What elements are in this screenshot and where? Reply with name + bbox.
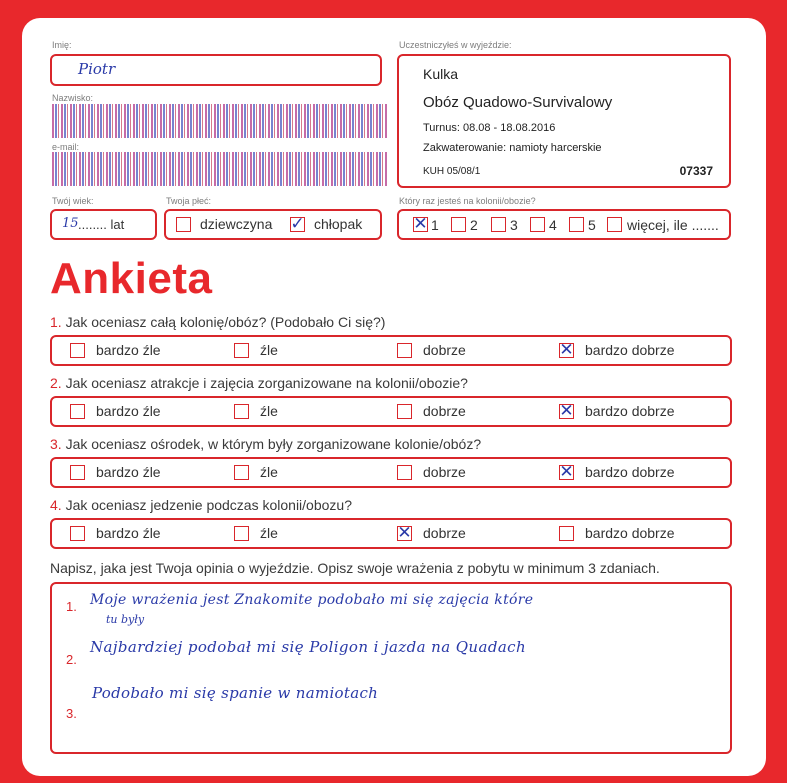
wiek-value: 15 xyxy=(62,216,79,231)
answer-1-text: Moje wrażenia jest Znakomite podobało mi się zajęcia które xyxy=(90,592,534,608)
question-1-option-label: źle xyxy=(260,342,278,358)
question-1-option-label: dobrze xyxy=(423,342,466,358)
plec-label: Twoja płeć: xyxy=(166,196,212,206)
uczestnik-label: Uczestniczyłeś w wyjeździe: xyxy=(399,40,512,50)
question-3 xyxy=(50,436,481,452)
question-1-checkbox-3[interactable] xyxy=(397,343,412,358)
turnus-value: 08.08 - 18.08.2016 xyxy=(462,122,556,134)
question-4-checkbox-2[interactable] xyxy=(234,526,249,541)
question-3-option-label: źle xyxy=(260,464,278,480)
question-4-checkbox-3[interactable] xyxy=(397,523,412,543)
question-2-option-label: dobrze xyxy=(423,403,466,419)
question-1-options xyxy=(50,335,732,366)
question-2-num: 2. xyxy=(50,375,62,391)
answer-1-num: 1. xyxy=(66,599,77,614)
trip-turnus xyxy=(423,122,555,134)
question-1-checkbox-4[interactable] xyxy=(559,340,574,360)
kolonia-label: Który raz jesteś na kolonii/obozie? xyxy=(399,196,536,206)
zakw-value: namioty harcerskie xyxy=(509,142,602,154)
plec-option-chlopak: chłopak xyxy=(314,216,363,232)
opinion-field[interactable] xyxy=(50,582,732,754)
trip-code: KUH 05/08/1 xyxy=(423,166,481,177)
nazwisko-label: Nazwisko: xyxy=(52,93,94,103)
question-2-checkbox-4[interactable] xyxy=(559,401,574,421)
question-4-option-label: bardzo źle xyxy=(96,525,161,541)
plec-field xyxy=(164,209,382,240)
question-3-checkbox-4[interactable] xyxy=(559,462,574,482)
checkbox-raz-4[interactable] xyxy=(530,217,545,232)
imie-value: Piotr xyxy=(78,60,116,78)
question-2-checkbox-3[interactable] xyxy=(397,404,412,419)
question-1-checkbox-2[interactable] xyxy=(234,343,249,358)
question-2 xyxy=(50,375,468,391)
wiek-label: Twój wiek: xyxy=(52,196,94,206)
checkbox-chlopak[interactable]: ✓ xyxy=(290,214,305,234)
question-4-option-label: źle xyxy=(260,525,278,541)
question-3-option-label: bardzo źle xyxy=(96,464,161,480)
question-4-option-label: bardzo dobrze xyxy=(585,525,675,541)
question-4-text: Jak oceniasz jedzenie podczas kolonii/obozu? xyxy=(65,497,352,513)
question-3-option-label: dobrze xyxy=(423,464,466,480)
page-title: Ankieta xyxy=(50,254,213,303)
checkbox-raz-2[interactable] xyxy=(451,217,466,232)
checkbox-raz-1[interactable]: ✕ xyxy=(413,214,428,234)
nazwisko-redacted-2 xyxy=(52,124,387,138)
raz-option-1: 1 xyxy=(431,217,439,233)
question-1-checkbox-1[interactable] xyxy=(70,343,85,358)
trip-info-box xyxy=(397,54,731,188)
opinion-prompt: Napisz, jaka jest Twoja opinia o wyjeździe. Opisz swoje wrażenia z pobytu w minimum 3 zdaniach. xyxy=(50,560,660,576)
question-1-text: Jak oceniasz całą kolonię/obóz? (Podobało Ci się?) xyxy=(65,314,386,330)
question-4 xyxy=(50,497,352,513)
check-mark-icon: ✕ xyxy=(397,523,412,543)
question-2-checkbox-2[interactable] xyxy=(234,404,249,419)
raz-option-4: 4 xyxy=(549,217,557,233)
check-mark-icon: ✕ xyxy=(559,340,574,360)
question-1-option-label: bardzo dobrze xyxy=(585,342,675,358)
question-2-option-label: źle xyxy=(260,403,278,419)
question-3-checkbox-3[interactable] xyxy=(397,465,412,480)
check-mark-icon: ✕ xyxy=(559,401,574,421)
plec-option-dziewczyna: dziewczyna xyxy=(200,216,273,232)
checkbox-dziewczyna[interactable] xyxy=(176,217,191,232)
nazwisko-redacted xyxy=(52,104,387,124)
trip-zakwaterowanie xyxy=(423,142,602,154)
answer-1-cont: tu były xyxy=(106,613,145,626)
question-4-options xyxy=(50,518,732,549)
raz-option-5: 5 xyxy=(588,217,596,233)
question-4-num: 4. xyxy=(50,497,62,513)
answer-3-text: Podobało mi się spanie w namiotach xyxy=(92,684,379,702)
question-2-options xyxy=(50,396,732,427)
question-4-option-label: dobrze xyxy=(423,525,466,541)
turnus-label: Turnus: xyxy=(423,122,460,134)
email-redacted-2 xyxy=(52,172,387,186)
check-mark-icon: ✕ xyxy=(559,462,574,482)
kolonia-field xyxy=(397,209,731,240)
trip-name: Obóz Quadowo-Survivalowy xyxy=(423,94,613,111)
answer-3-num: 3. xyxy=(66,706,77,721)
question-3-num: 3. xyxy=(50,436,62,452)
question-4-checkbox-4[interactable] xyxy=(559,526,574,541)
checkbox-raz-5[interactable] xyxy=(569,217,584,232)
imie-label: Imię: xyxy=(52,40,72,50)
question-2-checkbox-1[interactable] xyxy=(70,404,85,419)
raz-option-3: 3 xyxy=(510,217,518,233)
question-1-option-label: bardzo źle xyxy=(96,342,161,358)
imie-field[interactable] xyxy=(50,54,382,86)
checkbox-raz-3[interactable] xyxy=(491,217,506,232)
question-3-checkbox-1[interactable] xyxy=(70,465,85,480)
zakw-label: Zakwaterowanie: xyxy=(423,142,507,154)
question-3-option-label: bardzo dobrze xyxy=(585,464,675,480)
raz-option-2: 2 xyxy=(470,217,478,233)
email-label: e-mail: xyxy=(52,142,80,152)
question-2-option-label: bardzo dobrze xyxy=(585,403,675,419)
question-4-checkbox-1[interactable] xyxy=(70,526,85,541)
trip-number: 07337 xyxy=(679,164,713,178)
wiek-suffix: ........ lat xyxy=(78,217,125,232)
answer-2-text: Najbardziej podobał mi się Poligon i jazda na Quadach xyxy=(90,638,527,656)
answer-2-num: 2. xyxy=(66,652,77,667)
raz-option-wiecej: więcej, ile ....... xyxy=(627,217,719,233)
question-3-options xyxy=(50,457,732,488)
question-2-text: Jak oceniasz atrakcje i zajęcia zorganizowane na kolonii/obozie? xyxy=(65,375,468,391)
email-redacted xyxy=(52,152,387,172)
question-3-checkbox-2[interactable] xyxy=(234,465,249,480)
question-3-text: Jak oceniasz ośrodek, w którym były zorganizowane kolonie/obóz? xyxy=(65,436,482,452)
question-1-num: 1. xyxy=(50,314,62,330)
question-2-option-label: bardzo źle xyxy=(96,403,161,419)
question-1 xyxy=(50,314,385,330)
wiek-field[interactable] xyxy=(50,209,157,240)
trip-brand: Kulka xyxy=(423,66,459,82)
checkbox-raz-wiecej[interactable] xyxy=(607,217,622,232)
